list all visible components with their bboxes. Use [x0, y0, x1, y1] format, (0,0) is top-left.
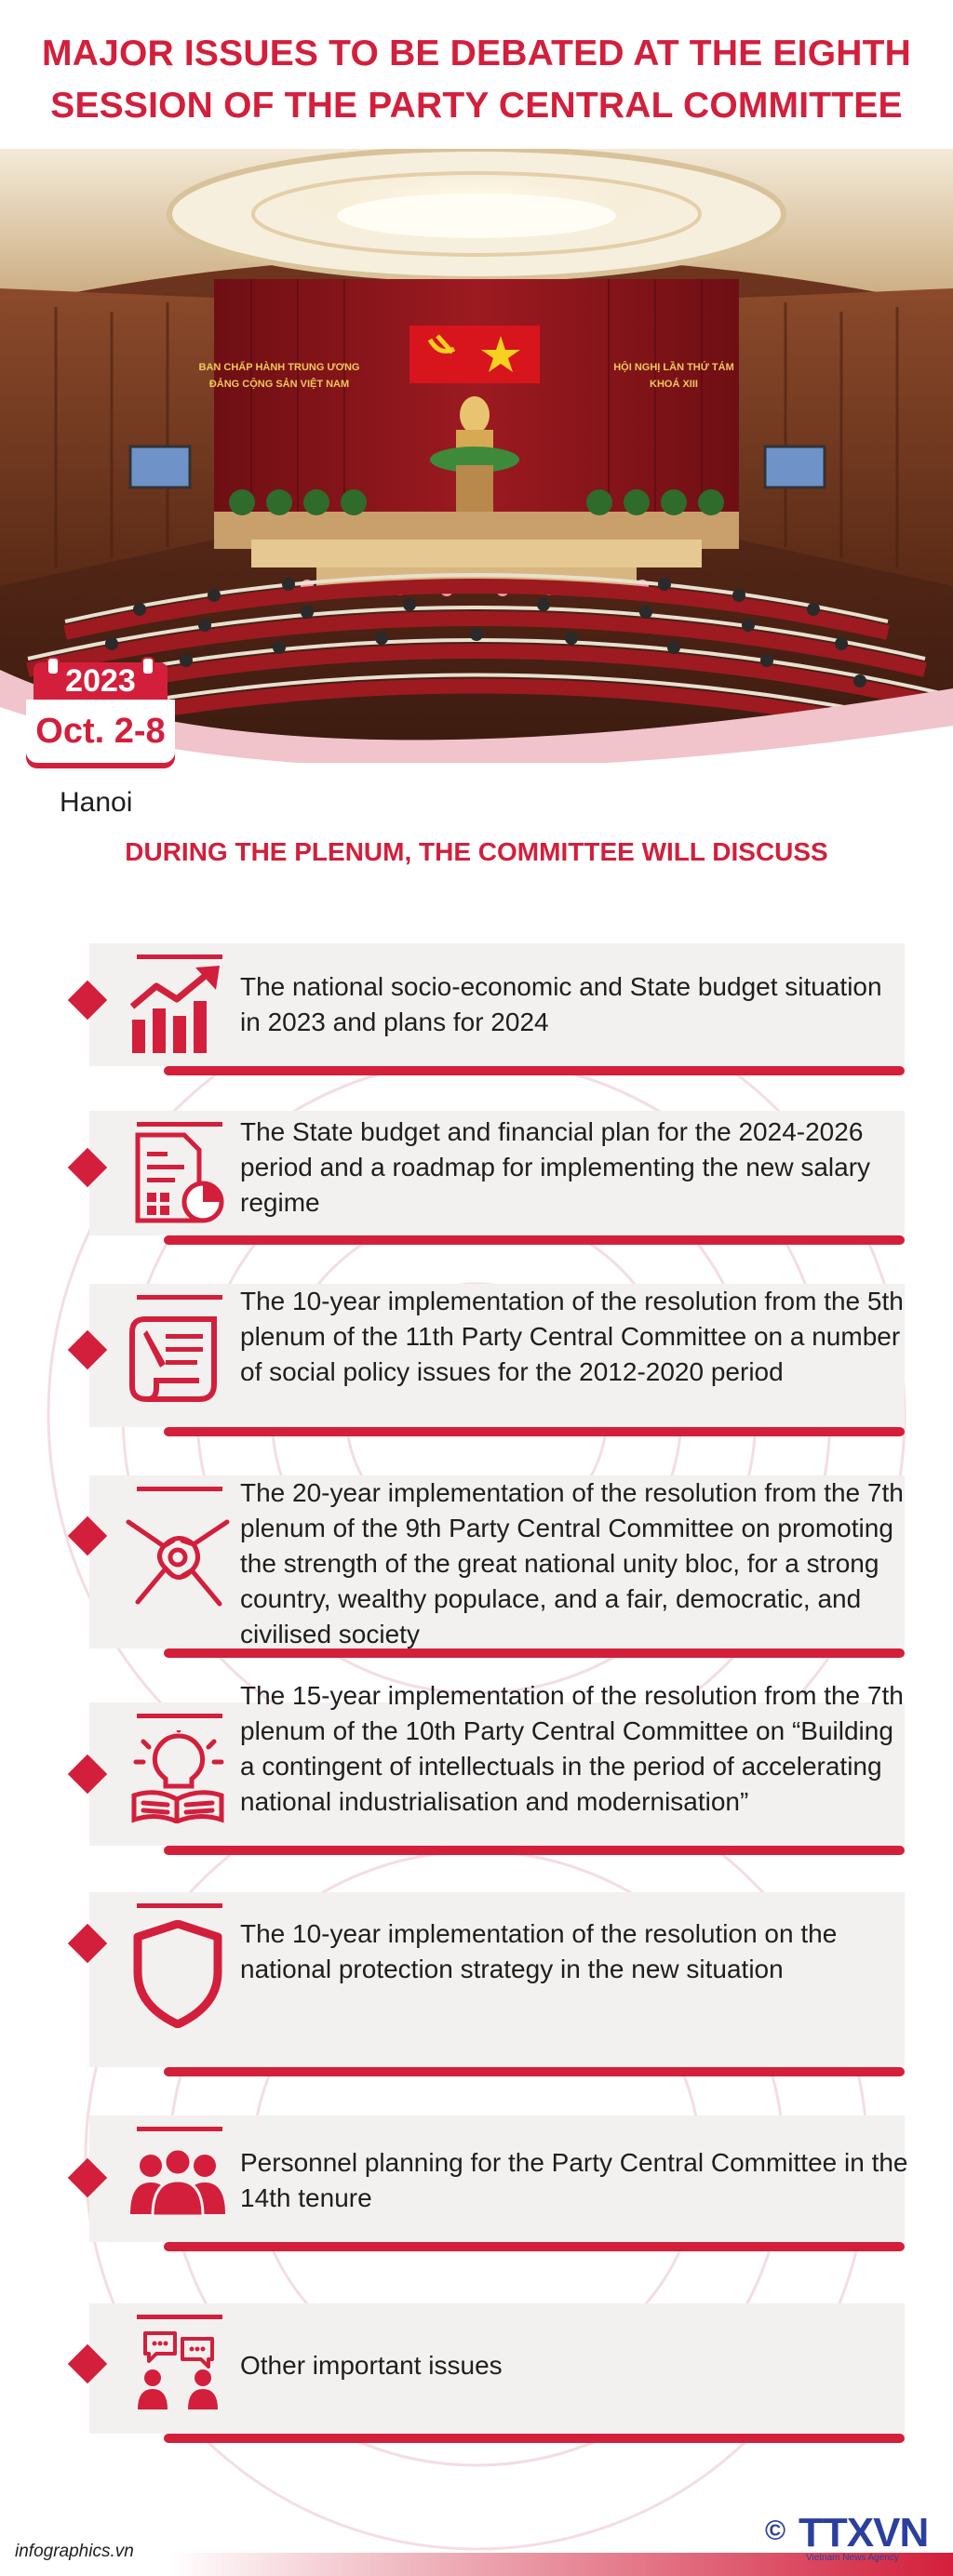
- banner-right-line-2: KHOÁ XIII: [650, 379, 698, 390]
- discussion-item: [0, 1475, 953, 1658]
- item-text: The 15-year implementation of the resolution from the 7th plenum of the 10th Party Central Committee on “Building a contingent of intellectuals in the period of accelerating national industrialisation and modernisation”: [240, 1681, 904, 1816]
- discussion-item: [0, 1111, 953, 1245]
- icon-accent-bar: [137, 1714, 222, 1718]
- item-underline: [164, 2434, 905, 2443]
- discussion-item: [0, 2116, 953, 2251]
- event-location: Hanoi: [60, 787, 133, 818]
- scroll-pen-icon: [128, 1312, 227, 1405]
- discussion-item: [0, 1284, 953, 1436]
- event-year: 2023: [34, 662, 168, 700]
- banner-left-line-2: ĐẢNG CỘNG SẢN VIỆT NAM: [208, 379, 350, 390]
- item-underline: [164, 1235, 905, 1245]
- icon-accent-bar: [137, 1122, 222, 1127]
- shield-icon: [128, 1920, 227, 2028]
- item-text: The national socio-economic and State budget situation in 2023 and plans for 2024: [240, 972, 882, 1036]
- event-dates: Oct. 2-8: [26, 700, 175, 763]
- title-line-2: SESSION OF THE PARTY CENTRAL COMMITTEE: [50, 86, 903, 126]
- item-text: The State budget and financial plan for the 2024-2026 period and a roadmap for implementing the new salary regime: [240, 1117, 871, 1217]
- item-underline: [164, 1427, 905, 1436]
- growth-chart-icon: [128, 964, 227, 1057]
- banner-left-line-1: BAN CHẤP HÀNH TRUNG ƯƠNG: [198, 362, 360, 373]
- item-text: Other important issues: [240, 2351, 503, 2380]
- icon-accent-bar: [137, 2127, 222, 2131]
- item-text: Personnel planning for the Party Central Committee in the 14th tenure: [240, 2148, 908, 2212]
- discussion-icon: [128, 2329, 227, 2409]
- copyright-symbol: ©: [765, 2516, 786, 2546]
- budget-report-icon: [128, 1131, 227, 1224]
- page-title: [0, 28, 953, 132]
- item-underline: [164, 2242, 905, 2251]
- icon-accent-bar: [137, 1487, 222, 1491]
- discussion-item: [0, 943, 953, 1075]
- people-group-icon: [128, 2143, 227, 2218]
- item-underline: [164, 1066, 905, 1075]
- item-text: The 10-year implementation of the resolution from the 5th plenum of the 11th Party Central Committee on a number of social policy issues for the 2012-2020 period: [240, 1287, 904, 1386]
- icon-accent-bar: [137, 1903, 222, 1908]
- title-line-1: MAJOR ISSUES TO BE DEBATED AT THE EIGHTH: [42, 33, 911, 73]
- icon-accent-bar: [137, 2315, 222, 2319]
- discussion-item: [0, 1892, 953, 2076]
- banner-right-line-1: HỘI NGHỊ LẦN THỨ TÁM: [613, 362, 734, 373]
- lightbulb-book-icon: [128, 1730, 227, 1823]
- date-badge: [26, 662, 175, 765]
- section-subtitle: DURING THE PLENUM, THE COMMITTEE WILL DISCUSS: [125, 837, 828, 866]
- discussion-item: [0, 1681, 953, 1855]
- item-underline: [164, 1846, 905, 1855]
- item-underline: [164, 2067, 905, 2076]
- icon-accent-bar: [137, 1295, 222, 1300]
- source-website: infographics.vn: [15, 2542, 134, 2561]
- joined-hands-icon: [119, 1503, 236, 1615]
- logo-wordmark: TTXVN: [799, 2510, 929, 2556]
- discussion-item: [0, 2303, 953, 2443]
- item-text: The 20-year implementation of the resolution from the 7th plenum of the 9th Party Central Committee on promoting the strength of the great national unity bloc, for a strong country, wealthy populace, and a fair, democratic, and civilised society: [240, 1478, 904, 1648]
- item-text: The 10-year implementation of the resolution on the national protection strategy in the new situation: [240, 1919, 838, 1983]
- icon-accent-bar: [137, 954, 222, 959]
- agency-name: Vietnam News Agency: [806, 2553, 899, 2563]
- ttxvn-logo: [765, 2512, 942, 2564]
